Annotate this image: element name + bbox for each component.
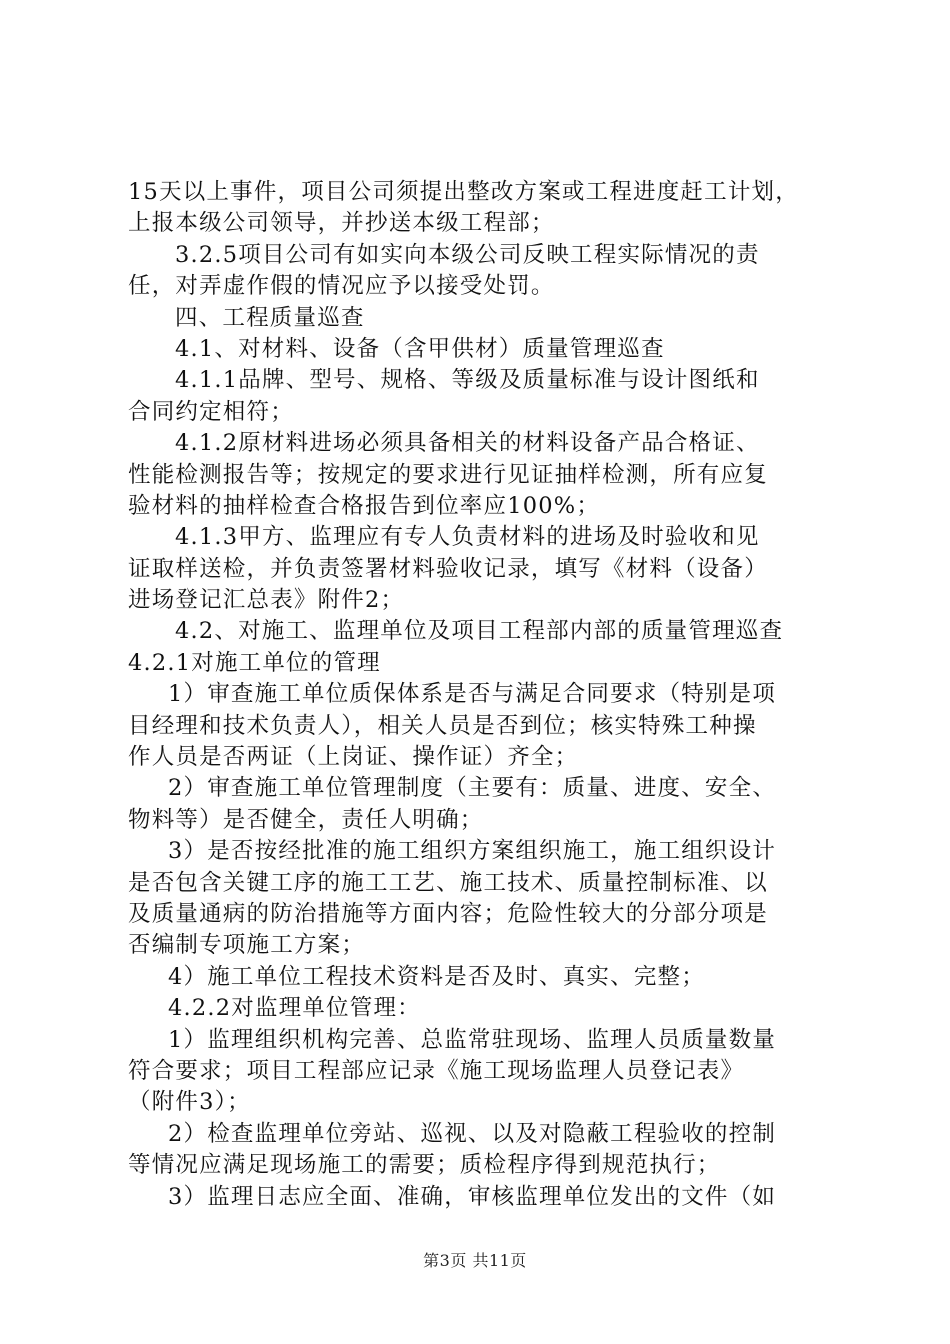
subsection-heading: 4.1、对材料、设备（含甲供材）质量管理巡查 xyxy=(175,335,665,362)
text-line: 任，对弄虚作假的情况应予以接受处罚。 xyxy=(128,273,555,300)
text-line: 4.1.3甲方、监理应有专人负责材料的进场及时验收和见 xyxy=(175,524,760,551)
text-line: 4.1.1品牌、型号、规格、等级及质量标准与设计图纸和 xyxy=(175,367,760,394)
text-line: 3.2.5项目公司有如实向本级公司反映工程实际情况的责 xyxy=(175,241,760,268)
text-line: 验材料的抽样检查合格报告到位率应100%； xyxy=(128,492,601,519)
text-line: 4）施工单位工程技术资料是否及时、真实、完整； xyxy=(168,963,705,990)
text-line: 进场登记汇总表》附件2； xyxy=(128,587,405,614)
text-line: 1）审查施工单位质保体系是否与满足合同要求（特别是项 xyxy=(168,681,777,708)
document-body xyxy=(128,177,833,1213)
text-line: 上报本级公司领导，并抄送本级工程部； xyxy=(128,210,555,237)
text-line: 等情况应满足现场施工的需要；质检程序得到规范执行； xyxy=(128,1152,721,1179)
text-line: 及质量通病的防治措施等方面内容；危险性较大的分部分项是 xyxy=(128,900,768,927)
text-line: （附件3）； xyxy=(128,1089,251,1116)
subsection-heading: 4.2.1对施工单位的管理 xyxy=(128,649,381,676)
text-line: 作人员是否两证（上岗证、操作证）齐全； xyxy=(128,744,579,771)
subsection-heading: 4.2、对施工、监理单位及项目工程部内部的质量管理巡查 xyxy=(175,618,784,645)
text-line: 目经理和技术负责人），相关人员是否到位；核实特殊工种操 xyxy=(128,712,757,739)
text-line: 2）审查施工单位管理制度（主要有：质量、进度、安全、 xyxy=(168,775,777,802)
subsection-heading: 4.2.2对监理单位管理： xyxy=(168,995,421,1022)
text-line: 物料等）是否健全，责任人明确； xyxy=(128,806,484,833)
page-number-footer: 第3页 共11页 xyxy=(423,1251,527,1270)
text-line: 性能检测报告等；按规定的要求进行见证抽样检测，所有应复 xyxy=(128,461,768,488)
text-line: 符合要求；项目工程部应记录《施工现场监理人员登记表》 xyxy=(128,1057,745,1084)
text-line: 否编制专项施工方案； xyxy=(128,932,366,959)
text-line: 2）检查监理单位旁站、巡视、以及对隐蔽工程验收的控制 xyxy=(168,1120,777,1147)
text-line: 1）监理组织机构完善、总监常驻现场、监理人员质量数量 xyxy=(168,1026,777,1053)
text-line: 是否包含关键工序的施工工艺、施工技术、质量控制标准、以 xyxy=(128,869,768,896)
text-line: 证取样送检，并负责签署材料验收记录，填写《材料（设备） xyxy=(128,555,768,582)
text-line: 15天以上事件，项目公司须提出整改方案或工程进度赶工计划， xyxy=(128,179,799,205)
text-line: 合同约定相符； xyxy=(128,398,294,425)
text-line: 4.1.2原材料进场必须具备相关的材料设备产品合格证、 xyxy=(175,430,760,457)
section-heading: 四、工程质量巡查 xyxy=(175,304,365,331)
text-line: 3）是否按经批准的施工组织方案组织施工，施工组织设计 xyxy=(168,838,777,865)
text-line: 3）监理日志应全面、准确，审核监理单位发出的文件（如 xyxy=(168,1183,777,1210)
